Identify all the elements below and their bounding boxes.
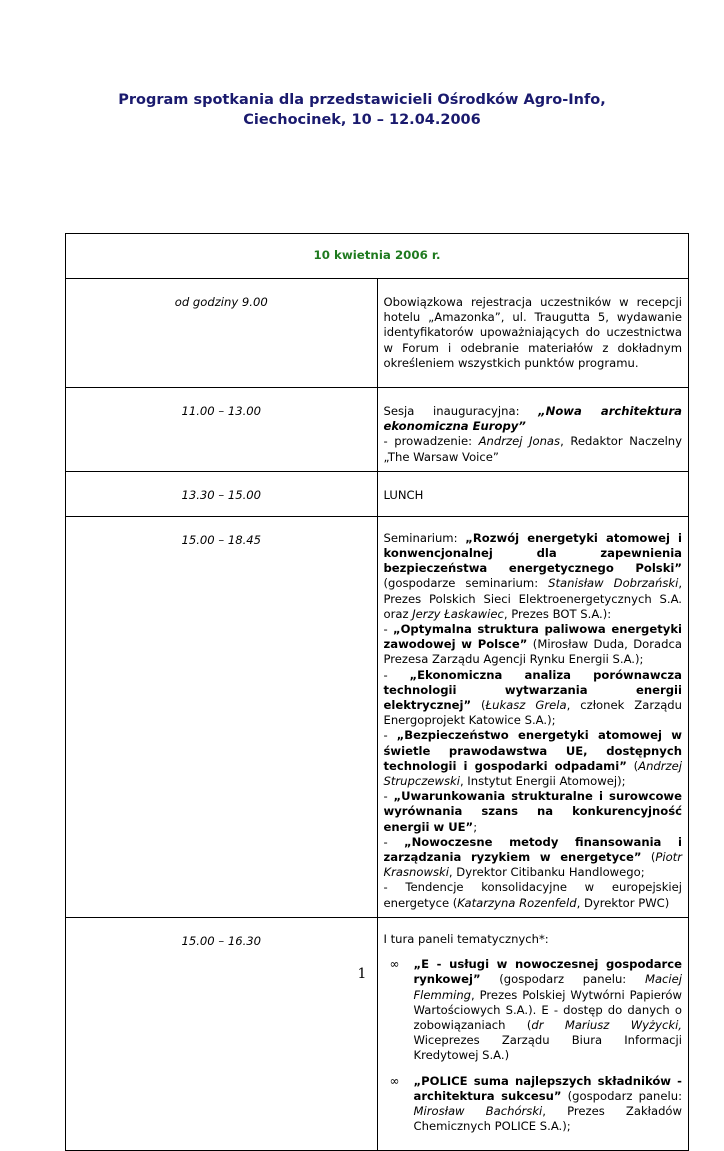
table-row bbox=[66, 516, 689, 917]
seminar-item: - „Optymalna struktura paliwowa energetyki zawodowej w Polsce” (Mirosław Duda, Doradca Prezesa Zarządu Agencji Rynku Energii S.A.); bbox=[383, 622, 683, 667]
infinity-bullet-icon: ∞ bbox=[389, 957, 400, 972]
list-item: ∞ „POLICE suma najlepszych składników - architektura sukcesu” (gospodarz panelu: Mirosław Bachórski, Prezes Zakładów Chemicznych POLICE S.A.); bbox=[389, 1073, 682, 1134]
seminar-item: - „Bezpieczeństwo energetyki atomowej w świetle prawodawstwa UE, dostępnych technologii i gospodarki odpadami” (Andrzej Strupczewski, Instytut Energii Atomowej); bbox=[383, 728, 682, 789]
seminar-item: - „Ekonomiczna analiza porównawcza technologii wytwarzania energii elektrycznej” (Łukasz Grela, członek Zarządu Energoprojekt Katowice S.A.); bbox=[383, 667, 683, 728]
registration-text: Obowiązkowa rejestracja uczestników w recepcji hotelu „Amazonka”, ul. Traugutta 5, wydawanie identyfikatorów upoważniających do uczestnictwa w Forum i odebranie materiałów z dokładnym określeniem wszystkich punktów programu. bbox=[383, 295, 682, 370]
time-cell: 13.30 – 15.00 bbox=[66, 471, 378, 516]
table-row bbox=[66, 471, 689, 516]
session-desc bbox=[377, 388, 689, 472]
time-cell: 15.00 – 16.30 bbox=[66, 917, 378, 1150]
table-row bbox=[66, 279, 689, 388]
session-host-line: - prowadzenie: Andrzej Jonas, Redaktor Naczelny „The Warsaw Voice” bbox=[383, 434, 683, 464]
time-cell: 11.00 – 13.00 bbox=[66, 388, 378, 472]
seminar-title: „Rozwój energetyki atomowej i konwencjonalnej dla zapewnienia bezpieczeństwa energetycznego Polski” bbox=[383, 530, 682, 576]
seminar-item: - Tendencje konsolidacyjne w europejskiej energetyce (Katarzyna Rozenfeld, Dyrektor PWC) bbox=[383, 880, 682, 910]
lunch-label: LUNCH bbox=[377, 471, 689, 516]
time-cell: 15.00 – 18.45 bbox=[66, 516, 378, 917]
panels-desc bbox=[377, 917, 689, 1150]
panel-list bbox=[384, 957, 683, 1134]
seminar-intro: Seminarium: „Rozwój energetyki atomowej i konwencjonalnej dla zapewnienia bezpieczeństwa energetycznego Polski” (gospodarze seminarium: Stanisław Dobrzański, Prezes Polskich Sieci Elektroenergetycznych S.A. oraz Jerzy Łaskawiec, Prezes BOT S.A.): bbox=[383, 530, 682, 621]
day-header-row bbox=[66, 234, 689, 279]
panels-intro: I tura paneli tematycznych*: bbox=[383, 931, 549, 946]
program-table bbox=[65, 233, 689, 1151]
host-name: Andrzej Jonas bbox=[478, 434, 561, 449]
time-cell: od godziny 9.00 bbox=[66, 279, 378, 388]
page-number: 1 bbox=[357, 966, 367, 982]
table-row bbox=[66, 917, 689, 1150]
infinity-bullet-icon: ∞ bbox=[389, 1073, 400, 1088]
seminar-item: - „Uwarunkowania strukturalne i surowcowe wyrównania szans na konkurencyjność energii w UE”; bbox=[383, 789, 683, 834]
page-title bbox=[0, 90, 724, 130]
table-row bbox=[66, 388, 689, 472]
session-line: Sesja inauguracyjna: „Nowa architektura ekonomiczna Europy” bbox=[383, 404, 682, 434]
title-line-2: Ciechocinek, 10 – 12.04.2006 bbox=[243, 112, 481, 128]
title-line-1: Program spotkania dla przedstawicieli Ośrodków Agro-Info, bbox=[118, 92, 606, 108]
seminar-desc bbox=[377, 516, 689, 917]
day-header: 10 kwietnia 2006 r. bbox=[66, 234, 689, 279]
seminar-item: - „Nowoczesne metody finansowania i zarządzania ryzykiem w energetyce” (Piotr Krasnowski, Dyrektor Citibanku Handlowego; bbox=[383, 834, 682, 880]
list-item: ∞ „E - usługi w nowoczesnej gospodarce rynkowej” (gospodarz panelu: Maciej Flemming, Prezes Polskiej Wytwórni Papierów Wartościowych S.A.). E - dostęp do danych o zobowiązaniach (dr Mariusz Wyżycki, Wiceprezes Zarządu Biura Informacji Kredytowej S.A.) bbox=[389, 957, 682, 1063]
session-name: „Nowa architektura ekonomiczna Europy” bbox=[383, 404, 682, 434]
registration-desc bbox=[377, 279, 689, 388]
